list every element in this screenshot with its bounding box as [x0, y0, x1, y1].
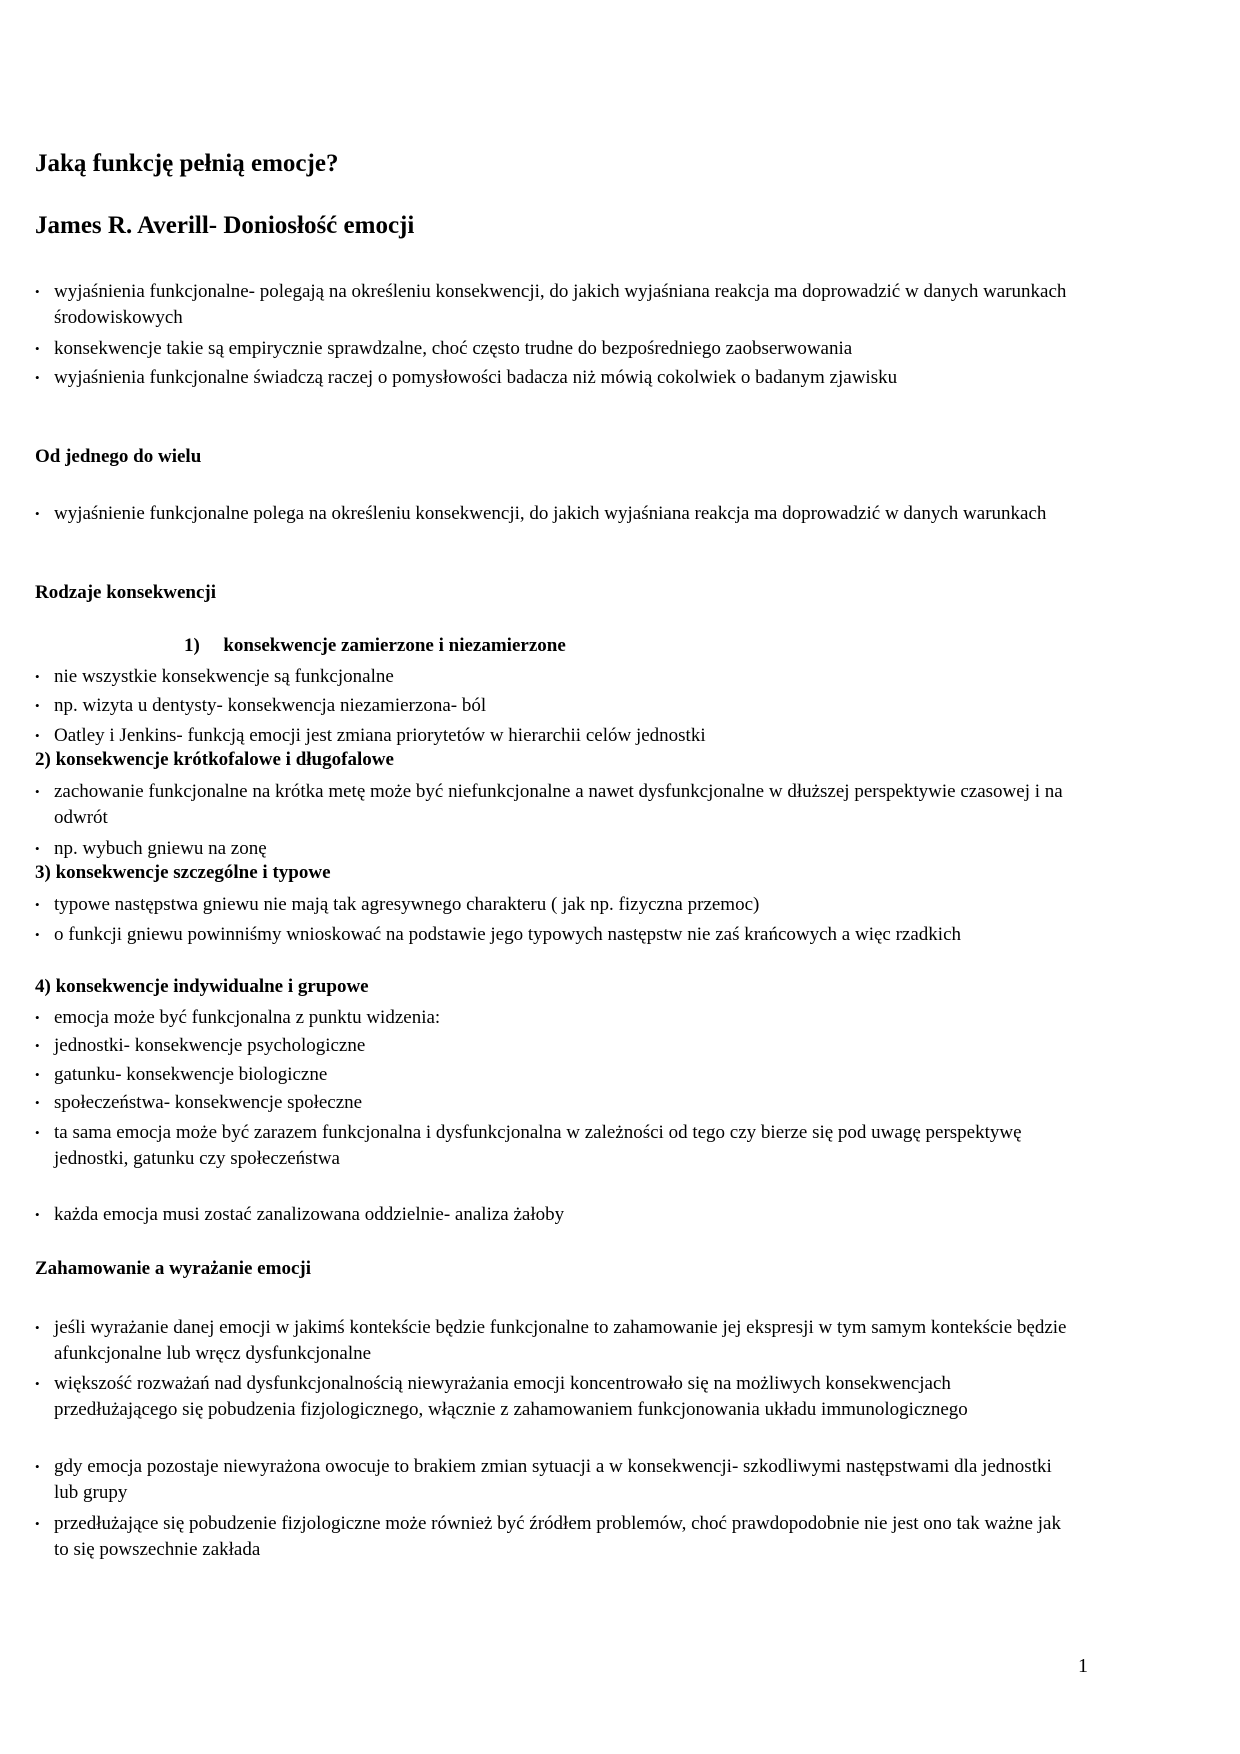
list-item-text: wyjaśnienia funkcjonalne świadczą raczej o pomysłowości badacza niż mówią cokolwiek o badanym zjawisku: [54, 367, 898, 388]
bullet-icon: •: [35, 1516, 40, 1531]
page-number: 1: [1078, 1655, 1088, 1677]
subsection-heading: [184, 635, 566, 657]
list-item: [35, 922, 1075, 948]
bullet-icon: •: [35, 1038, 40, 1053]
list-item-text: jednostki- konsekwencje psychologiczne: [54, 1035, 366, 1056]
list-item-text: zachowanie funkcjonalne na krótka metę może być niefunkcjonalne a nawet dysfunkcjonalne w dłuższej perspektywie czasowej i na odwrót: [54, 781, 1063, 828]
bullet-icon: •: [35, 1095, 40, 1110]
list-item: [35, 779, 1075, 831]
list-item: [35, 836, 1075, 862]
list-item: [35, 1062, 1075, 1088]
list-item-text: Oatley i Jenkins- funkcją emocji jest zmiana priorytetów w hierarchii celów jednostki: [54, 725, 706, 746]
bullet-icon: •: [35, 341, 40, 356]
list-item-text: ta sama emocja może być zarazem funkcjonalna i dysfunkcjonalna w zależności od tego czy bierze się pod uwagę perspektywę jednostki, gatunku czy społeczeństwa: [54, 1122, 1022, 1169]
list-item-text: gatunku- konsekwencje biologiczne: [54, 1064, 328, 1085]
list-item: [35, 723, 1075, 749]
bullet-icon: •: [35, 284, 40, 299]
list-item-text: gdy emocja pozostaje niewyrażona owocuje to brakiem zmian sytuacji a w konsekwencji- szkodliwymi następstwami dla jednostki lub grupy: [54, 1456, 1052, 1503]
list-item: [35, 279, 1075, 331]
list-item: [35, 1090, 1075, 1116]
subsection-number: 1): [184, 635, 200, 656]
list-item-text: konsekwencje takie są empirycznie sprawdzalne, choć często trudne do bezpośredniego zaobserwowania: [54, 338, 853, 359]
list-item: [35, 1511, 1075, 1563]
bullet-icon: •: [35, 1320, 40, 1335]
list-item-text: np. wybuch gniewu na zonę: [54, 838, 267, 859]
section-heading: Zahamowanie a wyrażanie emocji: [35, 1258, 311, 1279]
list-item: [35, 336, 1075, 362]
bullet-icon: •: [35, 370, 40, 385]
bullet-icon: •: [35, 841, 40, 856]
bullet-icon: •: [35, 784, 40, 799]
bullet-icon: •: [35, 1376, 40, 1391]
list-item-text: społeczeństwa- konsekwencje społeczne: [54, 1092, 363, 1113]
bullet-icon: •: [35, 728, 40, 743]
list-item: [35, 1120, 1075, 1172]
list-item: [35, 1454, 1075, 1506]
subsection-title: konsekwencje zamierzone i niezamierzone: [223, 635, 566, 656]
list-item-text: wyjaśnienie funkcjonalne polega na określeniu konsekwencji, do jakich wyjaśniana reakcja ma doprowadzić w danych warunkach: [54, 503, 1047, 524]
list-item: [35, 365, 1075, 391]
section-heading: Rodzaje konsekwencji: [35, 582, 217, 603]
bullet-icon: •: [35, 506, 40, 521]
bullet-icon: •: [35, 1010, 40, 1025]
list-item-text: typowe następstwa gniewu nie mają tak agresywnego charakteru ( jak np. fizyczna przemoc): [54, 894, 760, 915]
subsection-heading: 2) konsekwencje krótkofalowe i długofalowe: [35, 749, 394, 770]
list-item-text: przedłużające się pobudzenie fizjologiczne może również być źródłem problemów, choć prawdopodobnie nie jest ono tak ważne jak to się powszechnie zakłada: [54, 1513, 1061, 1560]
bullet-icon: •: [35, 669, 40, 684]
list-item-text: jeśli wyrażanie danej emocji w jakimś kontekście będzie funkcjonalne to zahamowanie jej ekspresji w tym samym kontekście będzie afunkcjonalne lub wręcz dysfunkcjonalne: [54, 1317, 1067, 1364]
list-item-text: wyjaśnienia funkcjonalne- polegają na określeniu konsekwencji, do jakich wyjaśniana reakcja ma doprowadzić w danych warunkach środowiskowych: [54, 281, 1067, 328]
document-subtitle: James R. Averill- Doniosłość emocji: [35, 212, 415, 239]
list-item: [35, 1005, 1075, 1031]
subsection-heading: 4) konsekwencje indywidualne i grupowe: [35, 976, 369, 997]
list-item-text: każda emocja musi zostać zanalizowana oddzielnie- analiza żałoby: [54, 1204, 565, 1225]
list-item: [35, 1033, 1075, 1059]
list-item: [35, 693, 1075, 719]
list-item: [35, 1202, 1075, 1228]
list-item-text: większość rozważań nad dysfunkcjonalnością niewyrażania emocji koncentrowało się na możliwych konsekwencjach przedłużającego się pobudzenia fizjologicznego, włącznie z zahamowaniem funkcjonowania układu immunologicznego: [54, 1373, 968, 1420]
list-item-text: nie wszystkie konsekwencje są funkcjonalne: [54, 666, 394, 687]
subsection-heading: 3) konsekwencje szczególne i typowe: [35, 862, 331, 883]
list-item-text: o funkcji gniewu powinniśmy wnioskować na podstawie jego typowych następstw nie zaś krańcowych a więc rzadkich: [54, 924, 962, 945]
list-item: [35, 1315, 1075, 1367]
bullet-icon: •: [35, 927, 40, 942]
bullet-icon: •: [35, 1459, 40, 1474]
list-item-text: emocja może być funkcjonalna z punktu widzenia:: [54, 1007, 441, 1028]
list-item-text: np. wizyta u dentysty- konsekwencja niezamierzona- ból: [54, 695, 487, 716]
bullet-icon: •: [35, 1067, 40, 1082]
list-item: [35, 1371, 1075, 1423]
document-title: Jaką funkcję pełnią emocje?: [35, 150, 339, 177]
bullet-icon: •: [35, 1125, 40, 1140]
bullet-icon: •: [35, 897, 40, 912]
section-heading: Od jednego do wielu: [35, 446, 202, 467]
bullet-icon: •: [35, 698, 40, 713]
list-item: [35, 664, 1075, 690]
bullet-icon: •: [35, 1207, 40, 1222]
list-item: [35, 501, 1075, 527]
list-item: [35, 892, 1075, 918]
